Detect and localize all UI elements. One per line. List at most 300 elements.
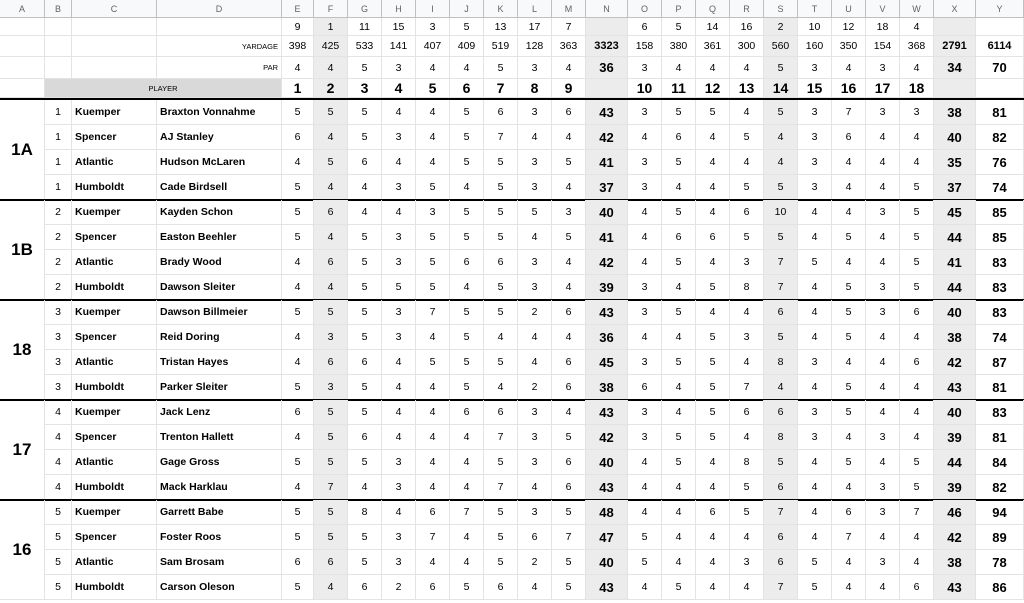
flight-number[interactable]: 4: [45, 475, 72, 500]
score-cell[interactable]: 2: [382, 575, 416, 600]
score-cell[interactable]: 6: [552, 100, 586, 125]
score-cell[interactable]: 4: [518, 125, 552, 150]
team-name[interactable]: Atlantic: [72, 150, 157, 175]
score-cell[interactable]: 5: [900, 250, 934, 275]
player-header[interactable]: PLAYER: [45, 79, 282, 98]
out-total[interactable]: 42: [586, 250, 628, 275]
column-header-k[interactable]: K: [484, 0, 518, 18]
handicap-cell[interactable]: 15: [382, 18, 416, 36]
score-cell[interactable]: 5: [696, 325, 730, 350]
team-name[interactable]: Spencer: [72, 125, 157, 150]
score-cell[interactable]: 5: [832, 325, 866, 350]
score-cell[interactable]: 5: [900, 175, 934, 200]
score-cell[interactable]: 5: [662, 425, 696, 450]
score-cell[interactable]: 5: [416, 275, 450, 300]
grand-total[interactable]: 85: [976, 225, 1024, 250]
score-cell[interactable]: 5: [518, 200, 552, 225]
score-cell[interactable]: 5: [450, 325, 484, 350]
handicap-cell[interactable]: 5: [450, 18, 484, 36]
team-name[interactable]: Kuemper: [72, 200, 157, 225]
score-cell[interactable]: 5: [662, 250, 696, 275]
score-cell[interactable]: 4: [866, 175, 900, 200]
column-header-d[interactable]: D: [157, 0, 282, 18]
score-cell[interactable]: 4: [832, 575, 866, 600]
score-cell[interactable]: 6: [764, 400, 798, 425]
score-cell[interactable]: 5: [348, 275, 382, 300]
score-cell[interactable]: 6: [450, 250, 484, 275]
score-cell[interactable]: 3: [628, 175, 662, 200]
score-cell[interactable]: 4: [628, 325, 662, 350]
par-cell[interactable]: 3: [866, 57, 900, 79]
par-cell[interactable]: 4: [314, 57, 348, 79]
score-cell[interactable]: 7: [450, 500, 484, 525]
score-cell[interactable]: 5: [282, 375, 314, 400]
score-cell[interactable]: 4: [628, 225, 662, 250]
score-cell[interactable]: 3: [382, 550, 416, 575]
handicap-cell[interactable]: 16: [730, 18, 764, 36]
score-cell[interactable]: 5: [282, 200, 314, 225]
score-cell[interactable]: 7: [314, 475, 348, 500]
score-cell[interactable]: 4: [900, 400, 934, 425]
score-cell[interactable]: 4: [798, 475, 832, 500]
score-cell[interactable]: 3: [866, 500, 900, 525]
yardage-cell[interactable]: 398: [282, 36, 314, 57]
in-total[interactable]: 38: [934, 550, 976, 575]
out-total[interactable]: 48: [586, 500, 628, 525]
score-cell[interactable]: 4: [662, 525, 696, 550]
score-cell[interactable]: 5: [348, 225, 382, 250]
grand-total[interactable]: 83: [976, 275, 1024, 300]
score-cell[interactable]: 4: [518, 225, 552, 250]
score-cell[interactable]: 5: [314, 425, 348, 450]
column-header-c[interactable]: C: [72, 0, 157, 18]
score-cell[interactable]: 4: [798, 300, 832, 325]
handicap-cell[interactable]: 12: [832, 18, 866, 36]
grand-total[interactable]: 82: [976, 125, 1024, 150]
score-cell[interactable]: 5: [484, 500, 518, 525]
score-cell[interactable]: 5: [696, 275, 730, 300]
score-cell[interactable]: 4: [382, 425, 416, 450]
player-name[interactable]: Sam Brosam: [157, 550, 282, 575]
empty-cell[interactable]: [0, 79, 45, 98]
par-cell[interactable]: 4: [282, 57, 314, 79]
yardage-cell[interactable]: 519: [484, 36, 518, 57]
empty-cell[interactable]: [586, 79, 628, 98]
out-total[interactable]: 41: [586, 225, 628, 250]
handicap-cell[interactable]: 18: [866, 18, 900, 36]
out-total[interactable]: 43: [586, 100, 628, 125]
score-cell[interactable]: 6: [764, 550, 798, 575]
column-header-r[interactable]: R: [730, 0, 764, 18]
grand-total[interactable]: 74: [976, 175, 1024, 200]
score-cell[interactable]: 6: [282, 400, 314, 425]
out-total[interactable]: 40: [586, 450, 628, 475]
score-cell[interactable]: 3: [518, 250, 552, 275]
score-cell[interactable]: 10: [764, 200, 798, 225]
score-cell[interactable]: 8: [348, 500, 382, 525]
score-cell[interactable]: 2: [518, 550, 552, 575]
yardage-cell[interactable]: 361: [696, 36, 730, 57]
score-cell[interactable]: 4: [798, 500, 832, 525]
score-cell[interactable]: 5: [348, 400, 382, 425]
flight-number[interactable]: 3: [45, 325, 72, 350]
team-name[interactable]: Atlantic: [72, 450, 157, 475]
score-cell[interactable]: 7: [832, 100, 866, 125]
player-name[interactable]: Kayden Schon: [157, 200, 282, 225]
score-cell[interactable]: 6: [282, 125, 314, 150]
yardage-cell[interactable]: 425: [314, 36, 348, 57]
score-cell[interactable]: 4: [450, 550, 484, 575]
player-name[interactable]: Hudson McLaren: [157, 150, 282, 175]
score-cell[interactable]: 4: [900, 125, 934, 150]
score-cell[interactable]: 4: [416, 400, 450, 425]
column-header-n[interactable]: N: [586, 0, 628, 18]
empty-cell[interactable]: [0, 57, 45, 79]
score-cell[interactable]: 4: [552, 325, 586, 350]
out-total[interactable]: 42: [586, 125, 628, 150]
score-cell[interactable]: 4: [730, 425, 764, 450]
team-name[interactable]: Humboldt: [72, 275, 157, 300]
score-cell[interactable]: 5: [628, 550, 662, 575]
score-cell[interactable]: 5: [900, 200, 934, 225]
score-cell[interactable]: 6: [730, 400, 764, 425]
score-cell[interactable]: 6: [484, 250, 518, 275]
score-cell[interactable]: 4: [798, 450, 832, 475]
score-cell[interactable]: 4: [764, 150, 798, 175]
score-cell[interactable]: 3: [382, 325, 416, 350]
score-cell[interactable]: 2: [518, 375, 552, 400]
score-cell[interactable]: 4: [282, 275, 314, 300]
score-cell[interactable]: 4: [696, 300, 730, 325]
yardage-cell[interactable]: 363: [552, 36, 586, 57]
score-cell[interactable]: 5: [416, 350, 450, 375]
in-total[interactable]: 44: [934, 275, 976, 300]
score-cell[interactable]: 5: [348, 525, 382, 550]
score-cell[interactable]: 4: [866, 525, 900, 550]
flight-number[interactable]: 2: [45, 225, 72, 250]
score-cell[interactable]: 3: [866, 425, 900, 450]
yardage-cell[interactable]: 560: [764, 36, 798, 57]
score-cell[interactable]: 5: [450, 200, 484, 225]
out-total[interactable]: 39: [586, 275, 628, 300]
empty-cell[interactable]: [976, 79, 1024, 98]
player-name[interactable]: Trenton Hallett: [157, 425, 282, 450]
hole-number[interactable]: 2: [314, 79, 348, 98]
yardage-cell[interactable]: 160: [798, 36, 832, 57]
score-cell[interactable]: 4: [832, 150, 866, 175]
score-cell[interactable]: 4: [866, 450, 900, 475]
score-cell[interactable]: 6: [348, 350, 382, 375]
par-out-total[interactable]: 36: [586, 57, 628, 79]
handicap-cell[interactable]: 10: [798, 18, 832, 36]
team-name[interactable]: Humboldt: [72, 175, 157, 200]
grand-total[interactable]: 89: [976, 525, 1024, 550]
score-cell[interactable]: 6: [552, 450, 586, 475]
score-cell[interactable]: 5: [484, 300, 518, 325]
empty-cell[interactable]: [586, 18, 628, 36]
flight-number[interactable]: 2: [45, 250, 72, 275]
flight-number[interactable]: 5: [45, 550, 72, 575]
score-cell[interactable]: 4: [866, 400, 900, 425]
team-name[interactable]: Kuemper: [72, 300, 157, 325]
score-cell[interactable]: 5: [484, 200, 518, 225]
score-cell[interactable]: 3: [628, 150, 662, 175]
score-cell[interactable]: 6: [416, 500, 450, 525]
score-cell[interactable]: 4: [866, 125, 900, 150]
player-name[interactable]: Garrett Babe: [157, 500, 282, 525]
column-header-e[interactable]: E: [282, 0, 314, 18]
out-total[interactable]: 38: [586, 375, 628, 400]
score-cell[interactable]: 3: [866, 550, 900, 575]
score-cell[interactable]: 5: [348, 125, 382, 150]
score-cell[interactable]: 5: [282, 100, 314, 125]
score-cell[interactable]: 7: [484, 475, 518, 500]
score-cell[interactable]: 5: [730, 125, 764, 150]
out-total[interactable]: 41: [586, 150, 628, 175]
score-cell[interactable]: 4: [696, 200, 730, 225]
par-cell[interactable]: 4: [696, 57, 730, 79]
column-header-l[interactable]: L: [518, 0, 552, 18]
column-header-a[interactable]: A: [0, 0, 45, 18]
score-cell[interactable]: 5: [282, 175, 314, 200]
score-cell[interactable]: 5: [696, 375, 730, 400]
score-cell[interactable]: 3: [382, 525, 416, 550]
score-cell[interactable]: 5: [628, 525, 662, 550]
score-cell[interactable]: 6: [484, 400, 518, 425]
score-cell[interactable]: 6: [900, 575, 934, 600]
score-cell[interactable]: 5: [764, 325, 798, 350]
score-cell[interactable]: 5: [314, 300, 348, 325]
hole-number[interactable]: 16: [832, 79, 866, 98]
grand-total[interactable]: 86: [976, 575, 1024, 600]
flight-number[interactable]: 2: [45, 200, 72, 225]
score-cell[interactable]: 4: [900, 550, 934, 575]
yardage-in-total[interactable]: 2791: [934, 36, 976, 57]
hole-number[interactable]: 15: [798, 79, 832, 98]
score-cell[interactable]: 7: [416, 300, 450, 325]
score-cell[interactable]: 5: [382, 275, 416, 300]
score-cell[interactable]: 5: [798, 250, 832, 275]
score-cell[interactable]: 3: [518, 175, 552, 200]
score-cell[interactable]: 4: [696, 175, 730, 200]
score-cell[interactable]: 4: [416, 100, 450, 125]
score-cell[interactable]: 5: [450, 100, 484, 125]
score-cell[interactable]: 6: [696, 500, 730, 525]
score-cell[interactable]: 3: [518, 400, 552, 425]
flight-number[interactable]: 3: [45, 300, 72, 325]
handicap-cell[interactable]: 1: [314, 18, 348, 36]
score-cell[interactable]: 4: [552, 175, 586, 200]
par-label[interactable]: PAR: [157, 57, 282, 79]
score-cell[interactable]: 4: [730, 525, 764, 550]
player-name[interactable]: Brady Wood: [157, 250, 282, 275]
score-cell[interactable]: 6: [552, 475, 586, 500]
par-cell[interactable]: 4: [832, 57, 866, 79]
score-cell[interactable]: 6: [282, 550, 314, 575]
flight-number[interactable]: 1: [45, 150, 72, 175]
score-cell[interactable]: 5: [484, 450, 518, 475]
score-cell[interactable]: 4: [382, 350, 416, 375]
score-cell[interactable]: 3: [798, 350, 832, 375]
yardage-label[interactable]: YARDAGE: [157, 36, 282, 57]
score-cell[interactable]: 3: [798, 100, 832, 125]
score-cell[interactable]: 4: [832, 425, 866, 450]
score-cell[interactable]: 5: [484, 275, 518, 300]
score-cell[interactable]: 3: [628, 300, 662, 325]
score-cell[interactable]: 4: [484, 375, 518, 400]
score-cell[interactable]: 3: [628, 100, 662, 125]
score-cell[interactable]: 4: [798, 200, 832, 225]
yardage-cell[interactable]: 141: [382, 36, 416, 57]
score-cell[interactable]: 5: [696, 100, 730, 125]
score-cell[interactable]: 3: [382, 225, 416, 250]
score-cell[interactable]: 4: [764, 375, 798, 400]
empty-cell[interactable]: [72, 18, 157, 36]
score-cell[interactable]: 5: [662, 350, 696, 375]
hole-number[interactable]: 1: [282, 79, 314, 98]
column-header-y[interactable]: Y: [976, 0, 1024, 18]
score-cell[interactable]: 7: [832, 525, 866, 550]
score-cell[interactable]: 7: [730, 375, 764, 400]
hole-number[interactable]: 5: [416, 79, 450, 98]
team-name[interactable]: Kuemper: [72, 400, 157, 425]
score-cell[interactable]: 4: [832, 475, 866, 500]
out-total[interactable]: 40: [586, 550, 628, 575]
yardage-cell[interactable]: 300: [730, 36, 764, 57]
score-cell[interactable]: 6: [314, 350, 348, 375]
score-cell[interactable]: 7: [764, 575, 798, 600]
hole-number[interactable]: 8: [518, 79, 552, 98]
score-cell[interactable]: 3: [730, 325, 764, 350]
score-cell[interactable]: 5: [450, 225, 484, 250]
score-cell[interactable]: 4: [832, 200, 866, 225]
score-cell[interactable]: 6: [730, 200, 764, 225]
score-cell[interactable]: 5: [832, 400, 866, 425]
score-cell[interactable]: 5: [662, 150, 696, 175]
score-cell[interactable]: 3: [518, 500, 552, 525]
yardage-cell[interactable]: 533: [348, 36, 382, 57]
handicap-cell[interactable]: 9: [282, 18, 314, 36]
flight-number[interactable]: 3: [45, 375, 72, 400]
team-name[interactable]: Atlantic: [72, 350, 157, 375]
score-cell[interactable]: 8: [730, 450, 764, 475]
handicap-cell[interactable]: 2: [764, 18, 798, 36]
score-cell[interactable]: 4: [348, 200, 382, 225]
score-cell[interactable]: 4: [416, 150, 450, 175]
score-cell[interactable]: 5: [484, 150, 518, 175]
score-cell[interactable]: 5: [900, 225, 934, 250]
score-cell[interactable]: 4: [628, 500, 662, 525]
score-cell[interactable]: 6: [832, 500, 866, 525]
score-cell[interactable]: 5: [282, 500, 314, 525]
player-name[interactable]: Jack Lenz: [157, 400, 282, 425]
score-cell[interactable]: 3: [552, 200, 586, 225]
hole-number[interactable]: 3: [348, 79, 382, 98]
empty-cell[interactable]: [0, 36, 45, 57]
score-cell[interactable]: 5: [484, 225, 518, 250]
grand-total[interactable]: 82: [976, 475, 1024, 500]
score-cell[interactable]: 4: [416, 375, 450, 400]
player-name[interactable]: Mack Harklau: [157, 475, 282, 500]
par-cell[interactable]: 4: [730, 57, 764, 79]
out-total[interactable]: 37: [586, 175, 628, 200]
score-cell[interactable]: 5: [416, 225, 450, 250]
score-cell[interactable]: 5: [348, 375, 382, 400]
score-cell[interactable]: 6: [348, 575, 382, 600]
score-cell[interactable]: 5: [348, 250, 382, 275]
score-cell[interactable]: 3: [628, 350, 662, 375]
score-cell[interactable]: 5: [416, 250, 450, 275]
score-cell[interactable]: 4: [518, 575, 552, 600]
grand-total[interactable]: 83: [976, 300, 1024, 325]
yardage-cell[interactable]: 158: [628, 36, 662, 57]
score-cell[interactable]: 6: [764, 475, 798, 500]
in-total[interactable]: 39: [934, 425, 976, 450]
score-cell[interactable]: 3: [518, 450, 552, 475]
score-cell[interactable]: 3: [628, 425, 662, 450]
score-cell[interactable]: 5: [832, 450, 866, 475]
score-cell[interactable]: 8: [764, 425, 798, 450]
par-cell[interactable]: 4: [416, 57, 450, 79]
flight-number[interactable]: 1: [45, 100, 72, 125]
yardage-out-total[interactable]: 3323: [586, 36, 628, 57]
score-cell[interactable]: 4: [730, 100, 764, 125]
team-name[interactable]: Kuemper: [72, 100, 157, 125]
in-total[interactable]: 37: [934, 175, 976, 200]
score-cell[interactable]: 6: [662, 125, 696, 150]
score-cell[interactable]: 7: [764, 500, 798, 525]
player-name[interactable]: AJ Stanley: [157, 125, 282, 150]
par-cell[interactable]: 4: [552, 57, 586, 79]
score-cell[interactable]: 4: [348, 175, 382, 200]
out-total[interactable]: 36: [586, 325, 628, 350]
handicap-cell[interactable]: 13: [484, 18, 518, 36]
score-cell[interactable]: 5: [730, 500, 764, 525]
grand-total[interactable]: 85: [976, 200, 1024, 225]
score-cell[interactable]: 6: [348, 150, 382, 175]
score-cell[interactable]: 6: [450, 400, 484, 425]
score-cell[interactable]: 4: [866, 150, 900, 175]
flight-number[interactable]: 5: [45, 525, 72, 550]
score-cell[interactable]: 5: [484, 350, 518, 375]
grand-total[interactable]: 83: [976, 250, 1024, 275]
score-cell[interactable]: 6: [314, 200, 348, 225]
score-cell[interactable]: 4: [552, 400, 586, 425]
flight-number[interactable]: 4: [45, 400, 72, 425]
score-cell[interactable]: 5: [900, 275, 934, 300]
yardage-cell[interactable]: 128: [518, 36, 552, 57]
score-cell[interactable]: 5: [484, 525, 518, 550]
score-cell[interactable]: 5: [552, 575, 586, 600]
score-cell[interactable]: 4: [552, 275, 586, 300]
empty-cell[interactable]: [934, 79, 976, 98]
score-cell[interactable]: 4: [764, 125, 798, 150]
score-cell[interactable]: 7: [900, 500, 934, 525]
score-cell[interactable]: 5: [314, 525, 348, 550]
hole-number[interactable]: 14: [764, 79, 798, 98]
team-name[interactable]: Spencer: [72, 225, 157, 250]
score-cell[interactable]: 4: [730, 300, 764, 325]
score-cell[interactable]: 6: [484, 100, 518, 125]
score-cell[interactable]: 4: [696, 450, 730, 475]
handicap-cell[interactable]: 17: [518, 18, 552, 36]
empty-cell[interactable]: [934, 18, 976, 36]
out-total[interactable]: 47: [586, 525, 628, 550]
score-cell[interactable]: 6: [696, 225, 730, 250]
score-cell[interactable]: 4: [798, 525, 832, 550]
score-cell[interactable]: 4: [662, 550, 696, 575]
score-cell[interactable]: 3: [866, 100, 900, 125]
